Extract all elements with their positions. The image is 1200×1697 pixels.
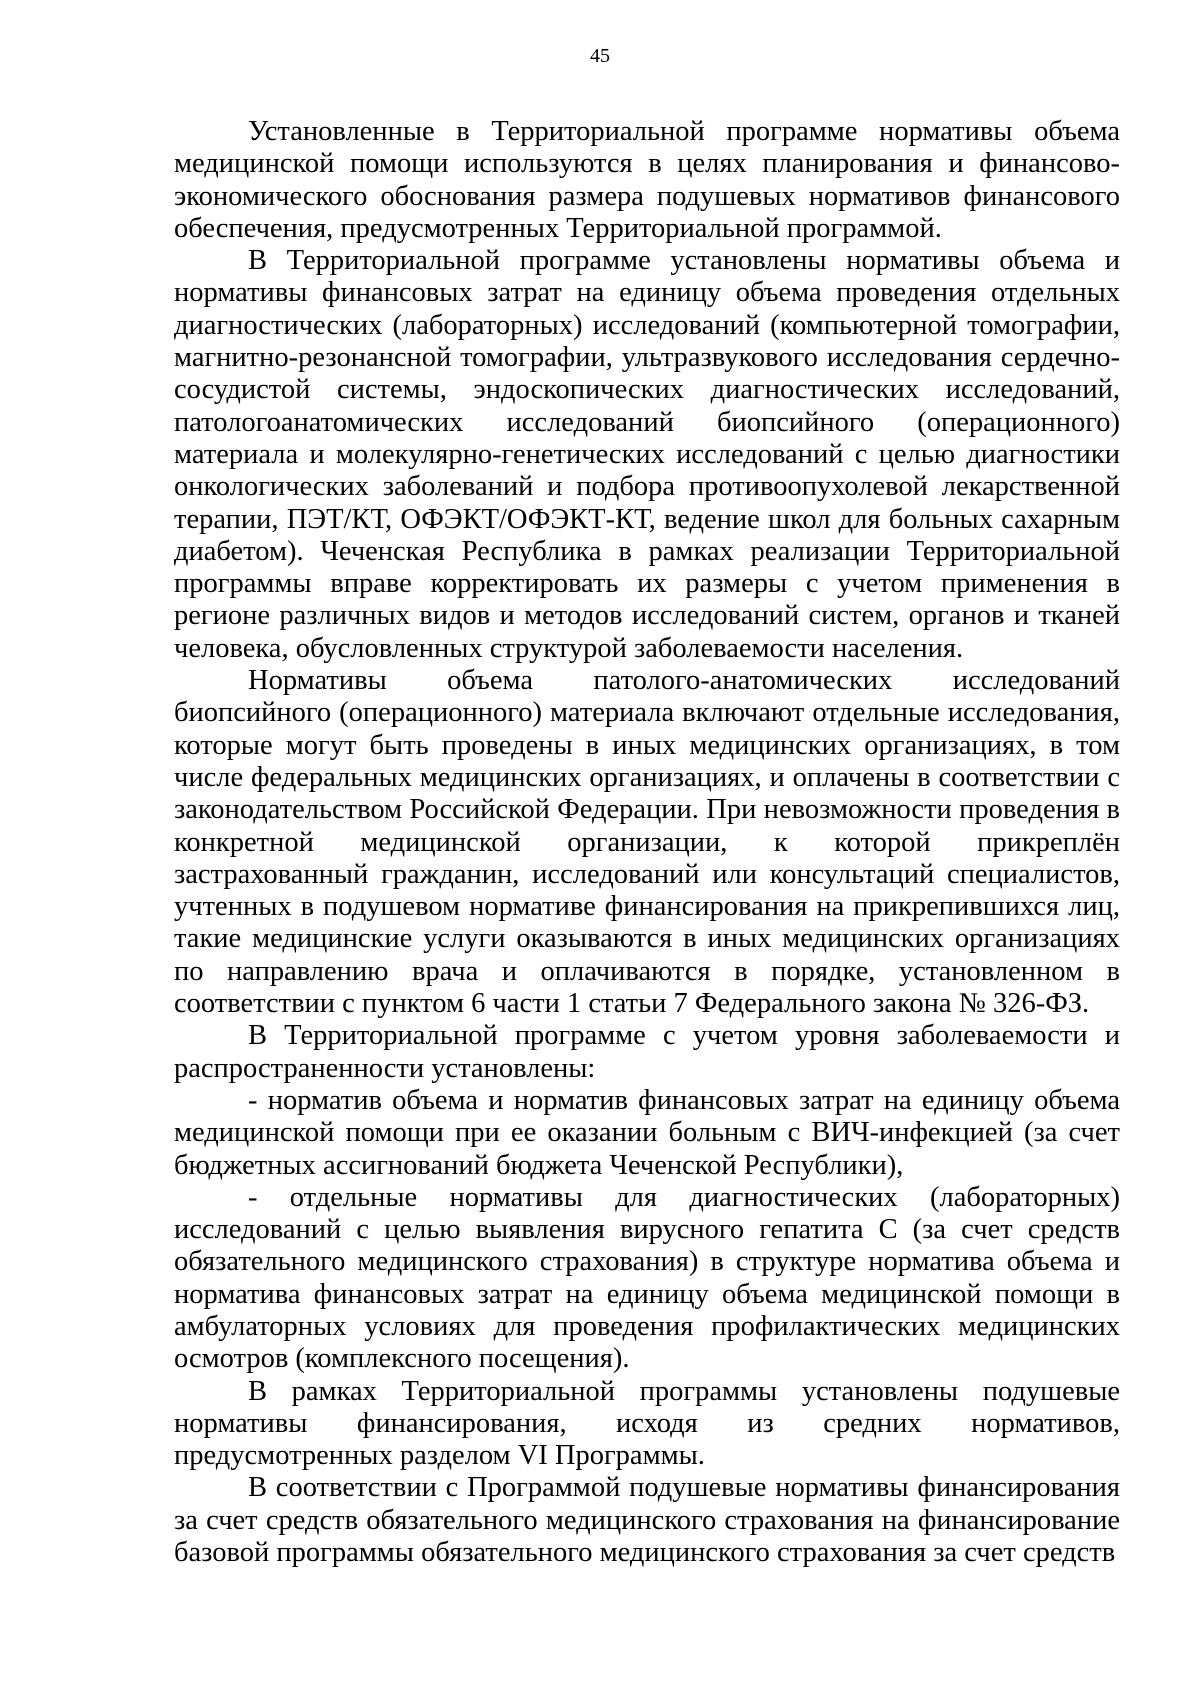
paragraph-norms-usage: Установленные в Территориальной программе нормативы объема медицинской помощи используются в целях планирования и финансово-экономического обоснования размера подушевых нормативов финансового обеспечения, предусмотренных Территориальной программой. — [174, 116, 1120, 244]
paragraph-per-capita-norms: В рамках Территориальной программы установлены подушевые нормативы финансирования, исходя из средних нормативов, предусмотренных разделом VI Программы. — [174, 1375, 1120, 1472]
paragraph-morbidity-intro: В Территориальной программе с учетом уровня заболеваемости и распространенности установлены: — [174, 1020, 1120, 1084]
paragraph-pathology-norms: Нормативы объема патолого-анатомических исследований биопсийного (операционного) материала включают отдельные исследования, которые могут быть проведены в иных медицинских организациях, в том числе федеральных медицинских организациях, и оплачены в соответствии с законодательством Российской Федерации. При невозможности проведения в конкретной медицинской организации, к которой прикреплён застрахованный гражданин, исследований или консультаций специалистов, учтенных в подушевом нормативе финансирования на прикрепившихся лиц, такие медицинские услуги оказываются в иных медицинских организациях по направлению врача и оплачиваются в порядке, установленном в соответствии с пунктом 6 части 1 статьи 7 Федерального закона № 326-ФЗ. — [174, 665, 1120, 1020]
document-body — [174, 116, 1120, 1569]
list-item-hiv-norm: - норматив объема и норматив финансовых затрат на единицу объема медицинской помощи при ее оказании больным с ВИЧ-инфекцией (за счет бюджетных ассигнований бюджета Чеченской Республики), — [174, 1084, 1120, 1181]
page-number: 45 — [590, 45, 610, 67]
list-item-hepatitis-norms: - отдельные нормативы для диагностических (лабораторных) исследований с целью выявления вирусного гепатита С (за счет средств обязательного медицинского страхования) в структуре норматива объема и норматива финансовых затрат на единицу объема медицинской помощи в амбулаторных условиях для проведения профилактических медицинских осмотров (комплексного посещения). — [174, 1181, 1120, 1375]
paragraph-oms-financing: В соответствии с Программой подушевые нормативы финансирования за счет средств обязательного медицинского страхования на финансирование базовой программы обязательного медицинского страхования за счет средств — [174, 1472, 1120, 1569]
paragraph-diagnostic-norms: В Территориальной программе установлены нормативы объема и нормативы финансовых затрат на единицу объема проведения отдельных диагностических (лабораторных) исследований (компьютерной томографии, магнитно-резонансной томографии, ультразвукового исследования сердечно-сосудистой системы, эндоскопических диагностических исследований, патологоанатомических исследований биопсийного (операционного) материала и молекулярно-генетических исследований с целью диагностики онкологических заболеваний и подбора противоопухолевой лекарственной терапии, ПЭТ/КТ, ОФЭКТ/ОФЭКТ-КТ, ведение школ для больных сахарным диабетом). Чеченская Республика в рамках реализации Территориальной программы вправе корректировать их размеры с учетом применения в регионе различных видов и методов исследований систем, органов и тканей человека, обусловленных структурой заболеваемости населения. — [174, 245, 1120, 664]
